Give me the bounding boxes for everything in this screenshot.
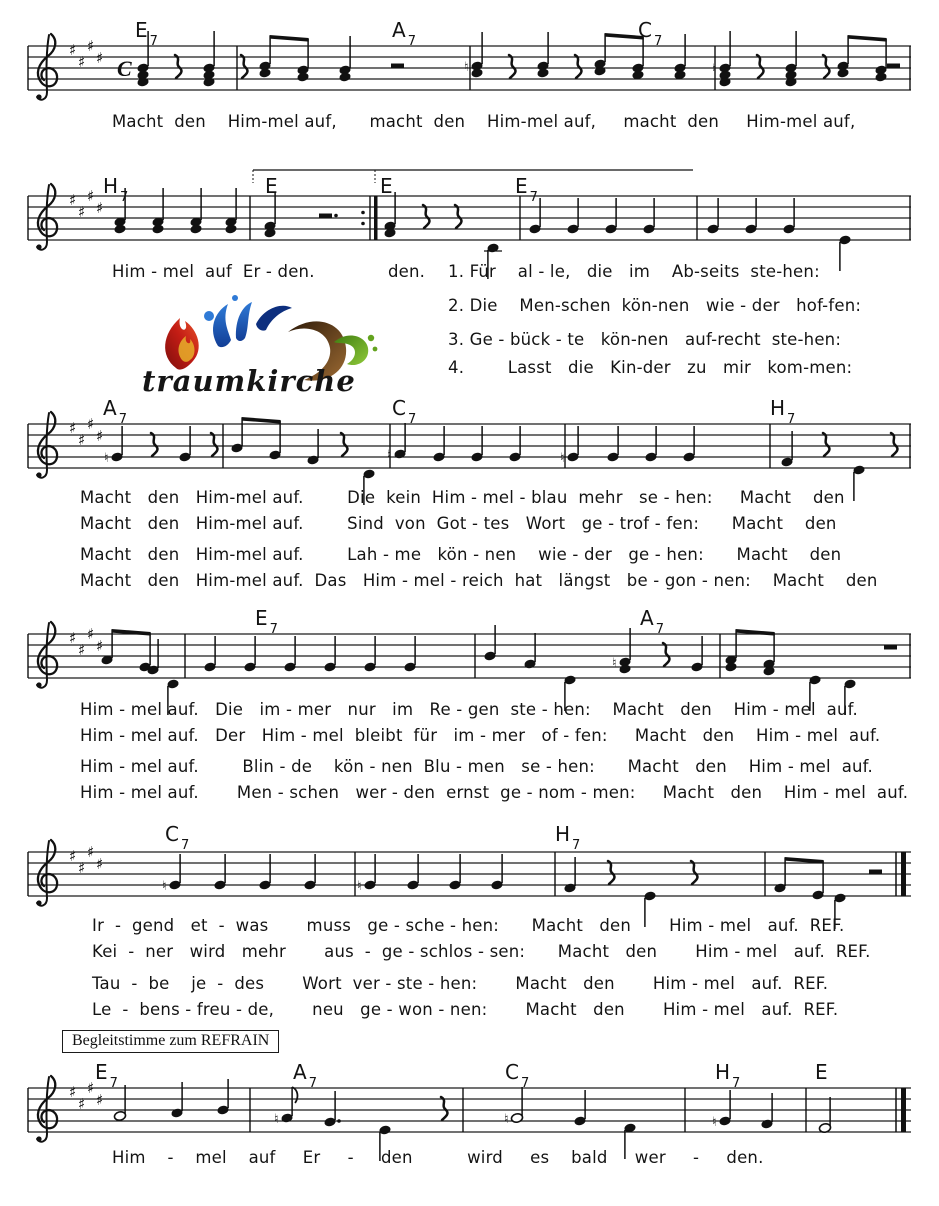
- lyric-line: Macht den Him-mel auf. Sind von Got - tes Wort ge - trof - fen: Macht den: [80, 514, 837, 533]
- svg-text:♮: ♮: [504, 1112, 509, 1127]
- svg-text:♯: ♯: [69, 847, 77, 865]
- chord-label: $H_7$: [715, 1060, 742, 1091]
- lyric-line: Tau - be je - des Wort ver - ste - hen: Macht den Him - mel auf. REF.: [92, 974, 829, 993]
- traumkirche-logo: [138, 294, 378, 398]
- svg-text:♯: ♯: [96, 637, 104, 655]
- svg-text:♮: ♮: [162, 879, 167, 894]
- svg-text:♯: ♯: [69, 191, 77, 209]
- chord-label: $E_7$: [135, 18, 159, 49]
- accompaniment-label: Begleitstimme zum REFRAIN: [62, 1030, 279, 1053]
- chord-label: $A_7$: [293, 1060, 318, 1091]
- chord-label: $E_7$: [95, 1060, 119, 1091]
- svg-text:♮: ♮: [464, 60, 469, 75]
- svg-text:♯: ♯: [87, 625, 95, 643]
- lyric-line: Him - mel auf Er - den wird es bald wer - den.: [112, 1148, 764, 1167]
- svg-text:♮: ♮: [104, 451, 109, 466]
- svg-text:♮: ♮: [274, 1112, 279, 1127]
- svg-text:♯: ♯: [96, 199, 104, 217]
- svg-text:♯: ♯: [87, 843, 95, 861]
- chord-label: $E_7$: [515, 174, 539, 205]
- svg-text:♯: ♯: [87, 1079, 95, 1097]
- svg-text:♯: ♯: [69, 41, 77, 59]
- svg-text:♯: ♯: [78, 53, 86, 71]
- svg-text:♯: ♯: [78, 203, 86, 221]
- lyric-line: Him - mel auf Er - den.: [112, 262, 315, 281]
- chord-label: $C_7$: [165, 822, 191, 853]
- verse-line-3: 3. Ge - bück - te kön-nen auf-recht ste-hen:: [448, 330, 842, 349]
- lyric-line: den.: [388, 262, 426, 281]
- lyric-line: Le - bens - freu - de, neu ge - won - nen: Macht den Him - mel auf. REF.: [92, 1000, 839, 1019]
- svg-text:♯: ♯: [96, 1091, 104, 1109]
- svg-text:♯: ♯: [96, 49, 104, 67]
- svg-text:♮: ♮: [560, 451, 565, 466]
- lyric-line: Him - mel auf. Men - schen wer - den ernst ge - nom - men: Macht den Him - mel auf.: [80, 783, 909, 802]
- verse-line-4: 4. Lasst die Kin-der zu mir kom-men:: [448, 358, 853, 377]
- svg-text:♮: ♮: [712, 1115, 717, 1130]
- svg-text:♮: ♮: [712, 62, 717, 77]
- lyric-line: Him - mel auf. Die im - mer nur im Re - gen ste - hen: Macht den Him - mel auf.: [80, 700, 858, 719]
- svg-text:♯: ♯: [96, 427, 104, 445]
- lyric-line: Macht den Him-mel auf. Die kein Him - mel - blau mehr se - hen: Macht den: [80, 488, 845, 507]
- chord-label: $E_7$: [255, 606, 279, 637]
- chord-label: $C_7$: [505, 1060, 531, 1091]
- chord-label: $H_7$: [103, 174, 130, 205]
- chord-label: $H_7$: [770, 396, 797, 427]
- svg-text:♯: ♯: [87, 187, 95, 205]
- chord-label: $A_7$: [392, 18, 417, 49]
- svg-text:♯: ♯: [78, 431, 86, 449]
- chord-label: E: [815, 1060, 829, 1084]
- chord-label: $A_7$: [640, 606, 665, 637]
- chord-label: $C_7$: [638, 18, 664, 49]
- lyric-line: Macht den Him-mel auf. Lah - me kön - nen wie - der ge - hen: Macht den: [80, 545, 842, 564]
- lyric-line: Ir - gend et - was muss ge - sche - hen: Macht den Him - mel auf. REF.: [92, 916, 845, 935]
- chord-label: $C_7$: [392, 396, 418, 427]
- chord-label: E: [380, 174, 394, 198]
- splash-icon: [204, 295, 292, 347]
- svg-text:♯: ♯: [87, 37, 95, 55]
- lyric-line: Kei - ner wird mehr aus - ge - schlos - sen: Macht den Him - mel auf. REF.: [92, 942, 871, 961]
- lyric-line: Him - mel auf. Der Him - mel bleibt für im - mer of - fen: Macht den Him - mel auf.: [80, 726, 881, 745]
- svg-text:♯: ♯: [78, 641, 86, 659]
- svg-text:♯: ♯: [87, 415, 95, 433]
- chord-label: $H_7$: [555, 822, 582, 853]
- chord-label: $A_7$: [103, 396, 128, 427]
- svg-text:♮: ♮: [357, 879, 362, 894]
- svg-text:♮: ♮: [387, 448, 392, 463]
- logo-text: traumkirche: [142, 364, 356, 398]
- flame-icon: [165, 318, 199, 370]
- svg-text:♯: ♯: [69, 629, 77, 647]
- svg-text:♯: ♯: [78, 859, 86, 877]
- svg-text:C: C: [117, 56, 132, 81]
- verse-line-1: 1. Für al - le, die im Ab-seits ste-hen:: [448, 262, 820, 281]
- svg-text:♯: ♯: [78, 1095, 86, 1113]
- svg-text:♯: ♯: [69, 419, 77, 437]
- chord-label: E: [265, 174, 279, 198]
- verse-line-2: 2. Die Men-schen kön-nen wie - der hof-fen:: [448, 296, 862, 315]
- lyric-line: Macht den Him-mel auf. Das Him - mel - reich hat längst be - gon - nen: Macht den: [80, 571, 878, 590]
- svg-text:♯: ♯: [69, 1083, 77, 1101]
- svg-text:♯: ♯: [96, 855, 104, 873]
- lyric-line: Him - mel auf. Blin - de kön - nen Blu - men se - hen: Macht den Him - mel auf.: [80, 757, 873, 776]
- svg-text:♮: ♮: [612, 656, 617, 671]
- lyric-line: Macht den Him-mel auf, macht den Him-mel auf, macht den Him-mel auf,: [112, 112, 856, 131]
